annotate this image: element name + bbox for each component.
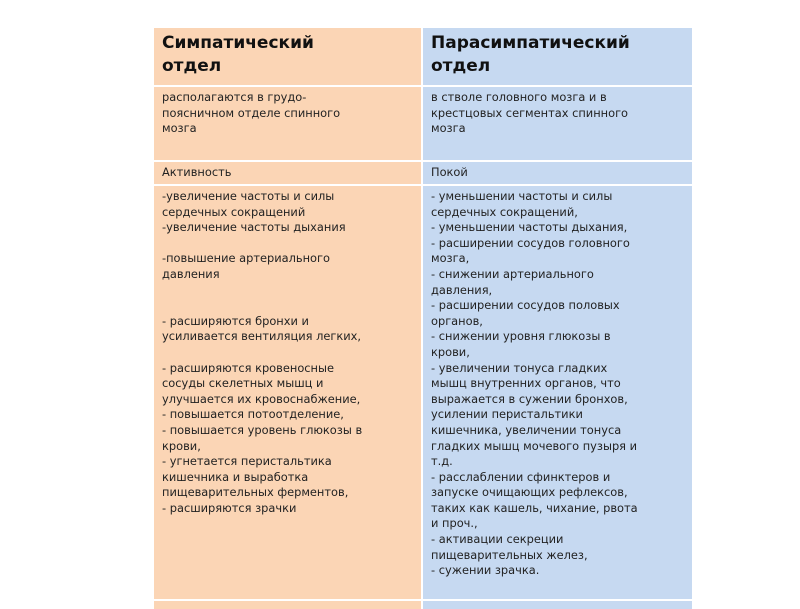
text-line: мозга, — [431, 251, 470, 266]
text-line: -увеличение частоты дыхания — [162, 220, 346, 235]
text-line: - угнетается перистальтика — [162, 454, 332, 469]
text-line: сердечных сокращений — [162, 204, 306, 219]
text-line: - расслаблении сфинктеров и — [431, 469, 611, 484]
header-parasympathetic-text: Парасимпатический отдел — [431, 33, 630, 76]
comparison-table — [154, 28, 690, 609]
text-line: - снижении артериального — [431, 266, 594, 281]
text-line: и проч., — [431, 516, 478, 531]
text-line: -повышение артериального — [162, 251, 330, 266]
text-line: таких как кашель, чихание, рвота — [431, 500, 638, 515]
text-line: в стволе головного мозга и в — [431, 90, 607, 104]
text-line: поясничном отделе спинного — [162, 105, 341, 120]
text-line: крови, — [162, 438, 201, 453]
text-line: сердечных сокращений, — [431, 204, 578, 219]
text-line: -увеличение частоты и силы — [162, 189, 335, 203]
text-line: - снижении уровня глюкозы в — [431, 329, 611, 344]
text-line: располагаются в грудо- — [162, 90, 307, 104]
text-line: давления, — [431, 282, 493, 297]
location-sympathetic — [154, 87, 421, 160]
text-line: усиливается вентиляция легких, — [162, 329, 362, 344]
header-sympathetic-text: Симпатический отдел — [162, 33, 314, 76]
text-line: мозга — [431, 121, 466, 136]
text-line: - расширении сосудов головного — [431, 235, 630, 250]
state-sympathetic — [154, 162, 421, 184]
text-line: мышц внутренних органов, что — [431, 376, 621, 391]
text-line: кишечника и выработка — [162, 469, 309, 484]
text-line: мозга — [162, 121, 197, 136]
blank-line — [162, 345, 413, 361]
state-parasympathetic — [423, 162, 692, 184]
text-line: - повышается уровень глюкозы в — [162, 422, 363, 437]
text-line: - повышается потоотделение, — [162, 407, 344, 422]
text-line: - уменьшении частоты и силы — [431, 189, 613, 203]
text-line: - расширении сосудов половых — [431, 298, 620, 313]
blank-line — [162, 283, 413, 299]
text-line: - уменьшении частоты дыхания, — [431, 220, 628, 235]
header-sympathetic — [154, 28, 421, 85]
text-line: улучшается их кровоснабжение, — [162, 391, 361, 406]
text-line: пищеварительных желез, — [431, 547, 588, 562]
text-line: выражается в сужении бронхов, — [431, 391, 628, 406]
text-line: - расширяются бронхи и — [162, 313, 309, 328]
text-line: давления — [162, 266, 220, 281]
table-bottom-row-right — [423, 601, 692, 609]
text-line: сосуды скелетных мышц и — [162, 376, 324, 391]
text-line: - активации секреции — [431, 532, 564, 547]
text-line: крестцовых сегментах спинного — [431, 105, 629, 120]
text-line: крови, — [431, 344, 470, 359]
text-line: - сужении зрачка. — [431, 563, 540, 578]
header-parasympathetic — [423, 28, 692, 85]
text-line: - увеличении тонуса гладких — [431, 360, 608, 375]
state-sympathetic-text: Активность — [162, 165, 232, 179]
location-parasympathetic — [423, 87, 692, 160]
text-line: гладких мышц мочевого пузыря и — [431, 438, 638, 453]
text-line: т.д. — [431, 454, 453, 469]
text-line: - расширяются зрачки — [162, 500, 297, 515]
text-line: запуске очищающих рефлексов, — [431, 485, 628, 500]
text-line: - расширяются кровеносные — [162, 360, 334, 375]
effects-parasympathetic — [423, 186, 692, 599]
blank-line — [162, 236, 413, 252]
blank-line — [162, 298, 413, 314]
text-line: органов, — [431, 313, 483, 328]
text-line: кишечника, увеличении тонуса — [431, 422, 622, 437]
effects-sympathetic — [154, 186, 421, 599]
table-bottom-row-left — [154, 601, 421, 609]
text-line: пищеварительных ферментов, — [162, 485, 349, 500]
text-line: усилении перистальтики — [431, 407, 583, 422]
state-parasympathetic-text: Покой — [431, 165, 468, 179]
